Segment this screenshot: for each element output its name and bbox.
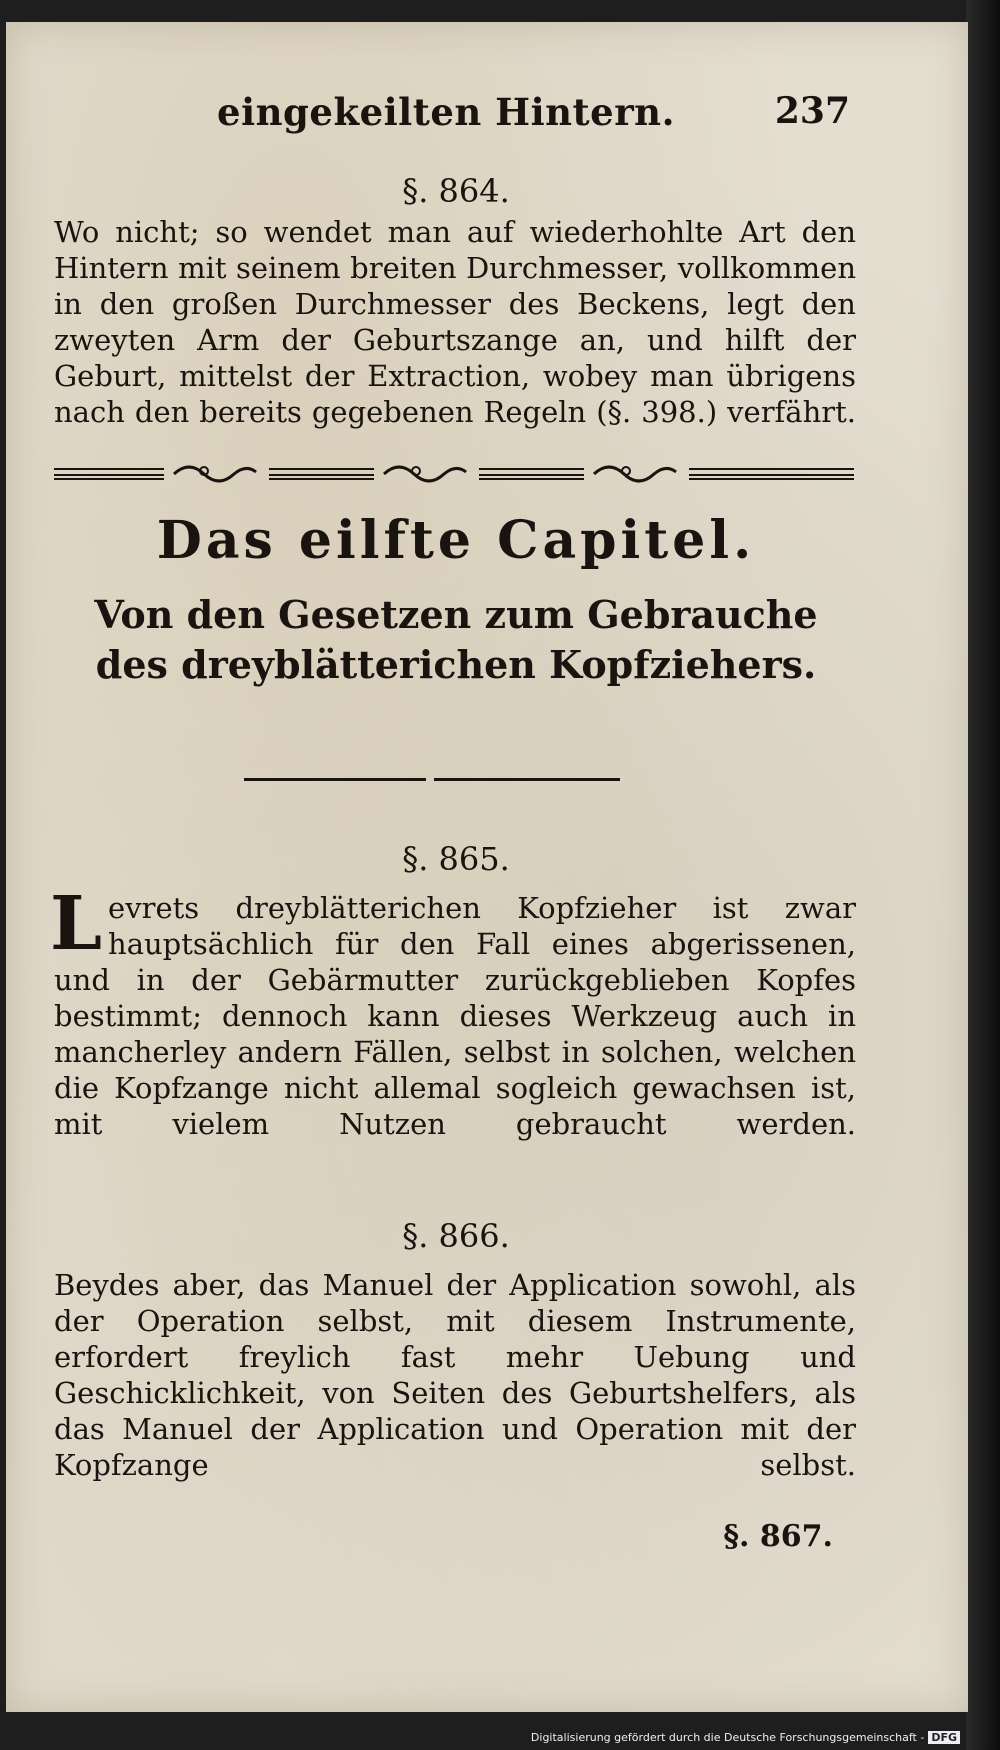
dfg-logo: DFG (928, 1731, 960, 1744)
section-mark-864: §. 864. (402, 172, 510, 210)
book-page (6, 22, 968, 1712)
section-text-866: Beydes aber, das Manuel der Application sowohl, als der Operation selbst, mit diesem Instrumente, erfordert freylich fast mehr Uebung und Geschicklichkeit, von Seiten des Geburtshelfers, als das Manuel der Application und Operation mit der Kopfzange selbst. (54, 1268, 856, 1482)
running-title: eingekeilten Hintern. (217, 90, 675, 134)
digitization-footer (531, 1731, 960, 1744)
catchword: §. 867. (723, 1519, 833, 1554)
drop-cap: L (50, 881, 103, 967)
page-number: 237 (774, 90, 850, 132)
section-mark-865: §. 865. (402, 840, 510, 878)
chapter-subtitle: Von den Gesetzen zum Gebrauche des dreyblätterichen Kopfziehers. (94, 592, 818, 687)
chapter-title: Das eilfte Capitel. (156, 510, 756, 571)
rule-left (244, 778, 426, 781)
footer-text: Digitalisierung gefördert durch die Deutsche Forschungsgemeinschaft - (530, 1731, 925, 1744)
section-text-865: evrets dreyblätterichen Kopfzieher ist zwar hauptsächlich für den Fall eines abgerissenen, und in der Gebärmutter zurückgeblieben Kopfes bestimmt; dennoch kann dieses Werkzeug auch in mancherley andern Fällen, selbst in solchen, welchen die Kopfzange nicht allemal sogleich gewachsen ist, mit vielem Nutzen gebraucht werden. (54, 891, 856, 1141)
section-865-block (50, 881, 856, 1178)
section-text-864: Wo nicht; so wendet man auf wiederhohlte Art den Hintern mit seinem breiten Durchmesser, vollkommen in den großen Durchmesser des Beckens, legt den zweyten Arm der Geburtszange an, und hilft der Geburt, mittelst der Extraction, wobey man übrigens nach den bereits gegebenen Regeln (§. 398.) verfährt. (54, 215, 856, 429)
rule-right (434, 778, 620, 781)
book-spine-edge (966, 0, 1000, 1750)
section-mark-866: §. 866. (402, 1217, 510, 1255)
ornament-divider (54, 459, 854, 489)
